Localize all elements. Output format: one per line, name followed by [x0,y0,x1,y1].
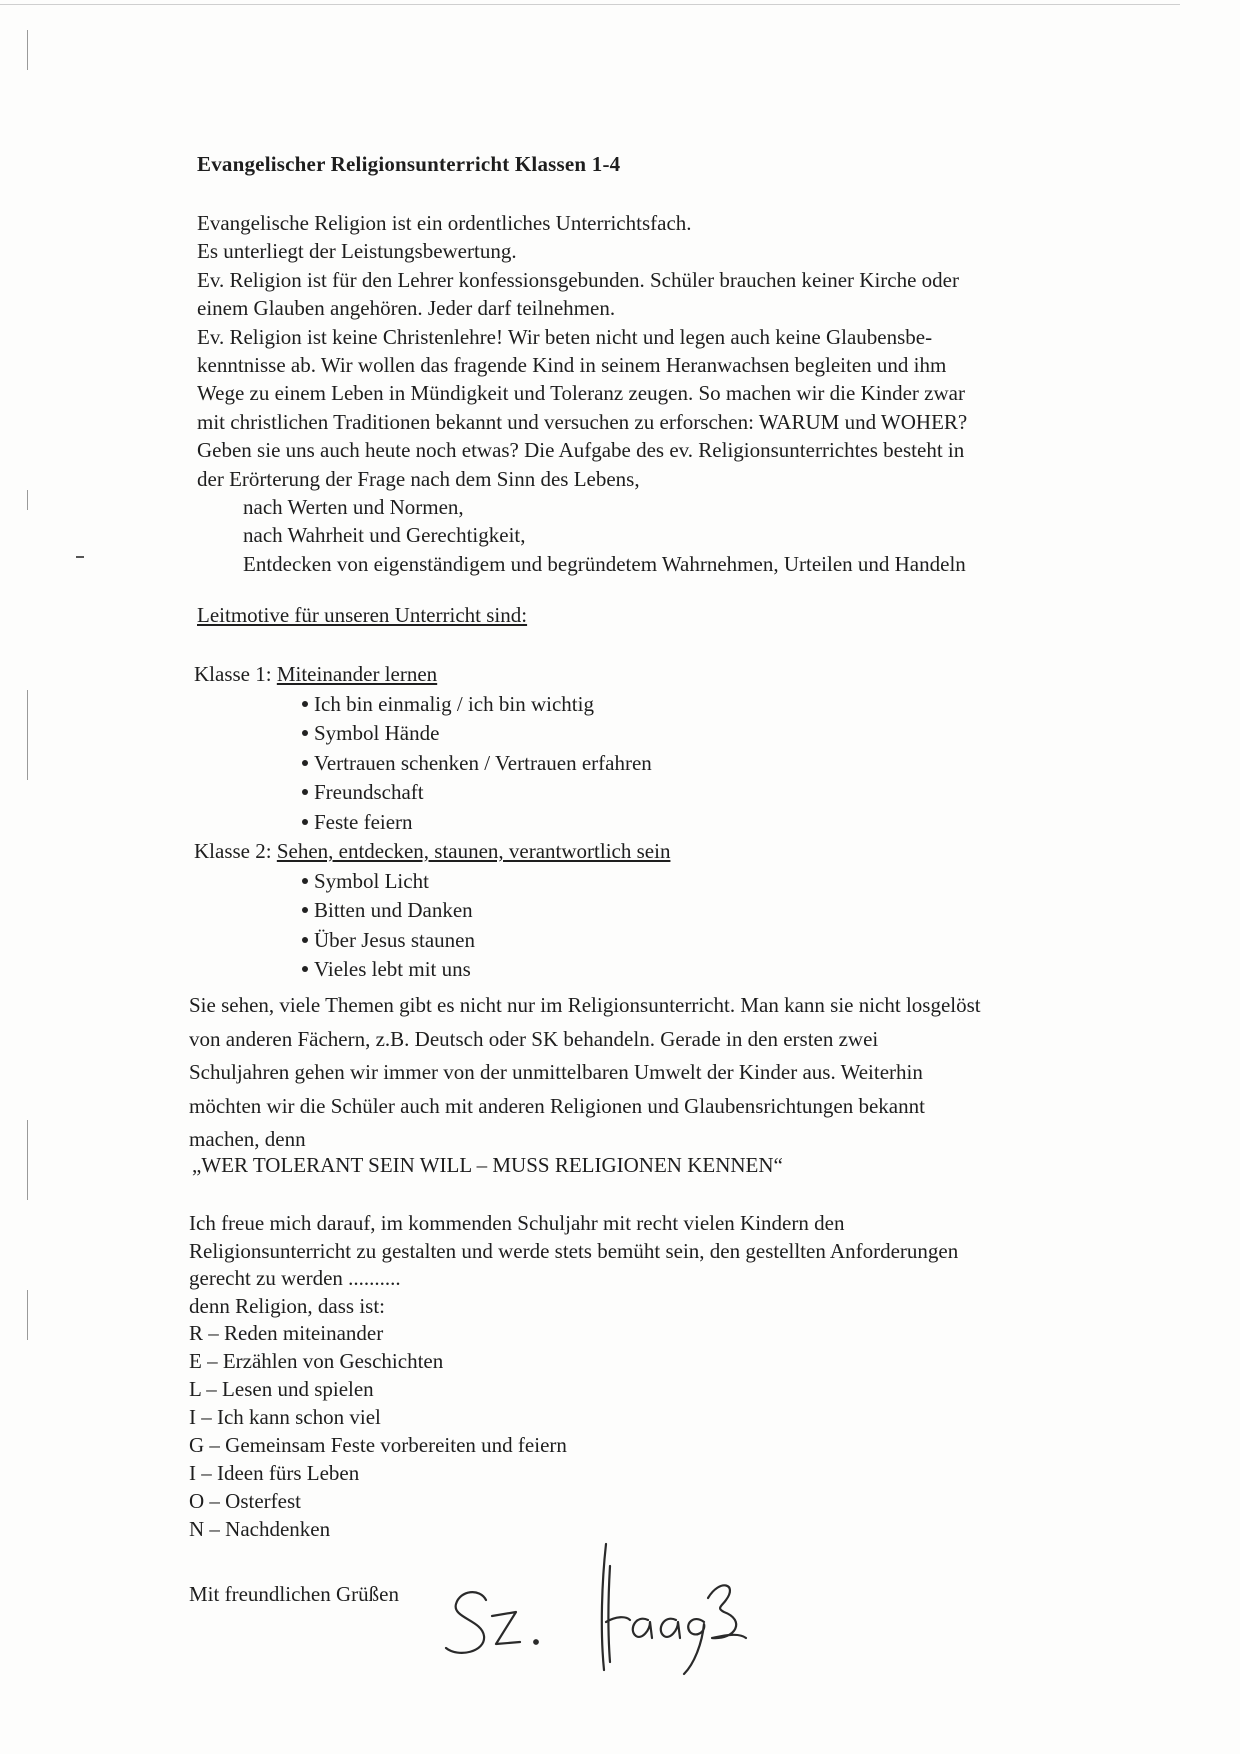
intro-line: Wege zu einem Leben in Mündigkeit und Toleranz zeugen. So machen wir die Kinder zwar [197,381,965,406]
acrostic-line: L – Lesen und spielen [189,1377,374,1401]
class-label: Klasse 1: [194,662,272,686]
list-item-text: Symbol Licht [314,868,429,893]
handwritten-signature [440,1540,770,1690]
list-item [194,719,670,749]
indented-line: nach Wahrheit und Gerechtigkeit, [243,523,526,548]
list-item [194,749,670,779]
paragraph-line: möchten wir die Schüler auch mit anderen Religionen und Glaubensrichtungen bekannt [189,1093,925,1118]
list-item-text: Vieles lebt mit uns [314,957,471,981]
scan-top-edge [0,4,1180,5]
intro-block [197,209,967,578]
religion-acrostic [189,1319,567,1543]
class-list [194,660,670,985]
scan-edge-mark [27,490,28,510]
bullet-icon [302,937,308,943]
scan-edge-mark [27,1290,28,1340]
class-motto: Sehen, entdecken, staunen, verantwortlich sein [276,839,671,863]
acrostic-line: G – Gemeinsam Feste vorbereiten und feiern [189,1433,567,1457]
class-heading [194,660,670,690]
list-item-text: Vertrauen schenken / Vertrauen erfahren [314,750,652,775]
paragraph-line: Religionsunterricht zu gestalten und werde stets bemüht sein, den gestellten Anforderungen [189,1238,959,1263]
intro-line: kenntnisse ab. Wir wollen das fragende Kind in seinem Heranwachsen begleiten und ihm [197,352,947,377]
intro-line: Ev. Religion ist für den Lehrer konfessionsgebunden. Schüler brauchen keiner Kirche oder [197,267,959,292]
intro-line: Ev. Religion ist keine Christenlehre! Wir beten nicht und legen auch keine Glaubensbe- [197,324,933,349]
paragraph-line: Sie sehen, viele Themen gibt es nicht nur im Religionsunterricht. Man kann sie nicht losgelöst [189,993,981,1017]
paragraph-line: von anderen Fächern, z.B. Deutsch oder SK behandeln. Gerade in den ersten zwei [189,1026,879,1051]
list-item-text: Freundschaft [314,780,424,804]
list-item [194,955,670,985]
paragraph-line: machen, denn [189,1127,306,1151]
acrostic-line: N – Nachdenken [189,1517,331,1541]
paragraph-line: Ich freue mich darauf, im kommenden Schuljahr mit recht vielen Kindern den [189,1211,845,1235]
bullet-icon [302,966,308,972]
list-item [194,690,670,720]
list-item [194,808,670,838]
paragraph-line: gerecht zu werden .......... [189,1266,401,1290]
acrostic-line: O – Osterfest [189,1489,301,1513]
leitmotive-heading: Leitmotive für unseren Unterricht sind: [197,603,528,627]
bullet-icon [302,819,308,825]
list-item-text: Über Jesus staunen [314,927,475,952]
scan-edge-mark [27,690,28,780]
bullet-icon [302,878,308,884]
bullet-icon [302,701,308,707]
list-item [194,778,670,808]
document-title: Evangelischer Religionsunterricht Klassen 1-4 [197,152,621,176]
intro-line: mit christlichen Traditionen bekannt und versuchen zu erforschen: WARUM und WOHER? [197,409,968,434]
list-item [194,896,670,926]
class-motto: Miteinander lernen [276,662,438,686]
scan-edge-mark [27,30,28,70]
paragraph-line: Schuljahren gehen wir immer von der unmittelbaren Umwelt der Kinder aus. Weiterhin [189,1060,923,1084]
bullet-icon [302,789,308,795]
list-item-text: Ich bin einmalig / ich bin wichtig [314,691,594,716]
intro-line: Geben sie uns auch heute noch etwas? Die Aufgabe des ev. Religionsunterrichtes besteht in [197,438,965,463]
acrostic-line: I – Ich kann schon viel [189,1405,381,1429]
indented-line: nach Werten und Normen, [243,494,464,519]
paragraph-outlook [189,1210,958,1320]
acrostic-line: R – Reden miteinander [189,1321,384,1345]
paragraph-line: denn Religion, dass ist: [189,1293,385,1318]
intro-line: Evangelische Religion ist ein ordentliches Unterrichtsfach. [197,211,692,235]
bullet-icon [302,907,308,913]
list-item-text: Bitten und Danken [314,898,473,922]
scan-edge-dash [76,556,84,558]
list-item-text: Symbol Hände [314,721,440,745]
bullet-icon [302,760,308,766]
list-item [194,926,670,956]
tolerance-quote: „WER TOLERANT SEIN WILL – MUSS RELIGIONEN KENNEN“ [192,1153,783,1177]
bullet-icon [302,730,308,736]
indented-line: Entdecken von eigenständigem und begründetem Wahrnehmen, Urteilen und Handeln [243,551,966,576]
intro-line: einem Glauben angehören. Jeder darf teilnehmen. [197,296,616,321]
class-label: Klasse 2: [194,839,272,863]
list-item [194,867,670,897]
scan-edge-mark [27,1120,28,1200]
acrostic-line: E – Erzählen von Geschichten [189,1349,444,1373]
acrostic-line: I – Ideen fürs Leben [189,1461,360,1485]
intro-line: der Erörterung der Frage nach dem Sinn des Lebens, [197,466,640,491]
closing-greeting: Mit freundlichen Grüßen [189,1582,399,1606]
class-heading [194,837,670,867]
paragraph-themes [189,989,981,1157]
intro-line: Es unterliegt der Leistungsbewertung. [197,239,517,264]
list-item-text: Feste feiern [314,809,413,834]
